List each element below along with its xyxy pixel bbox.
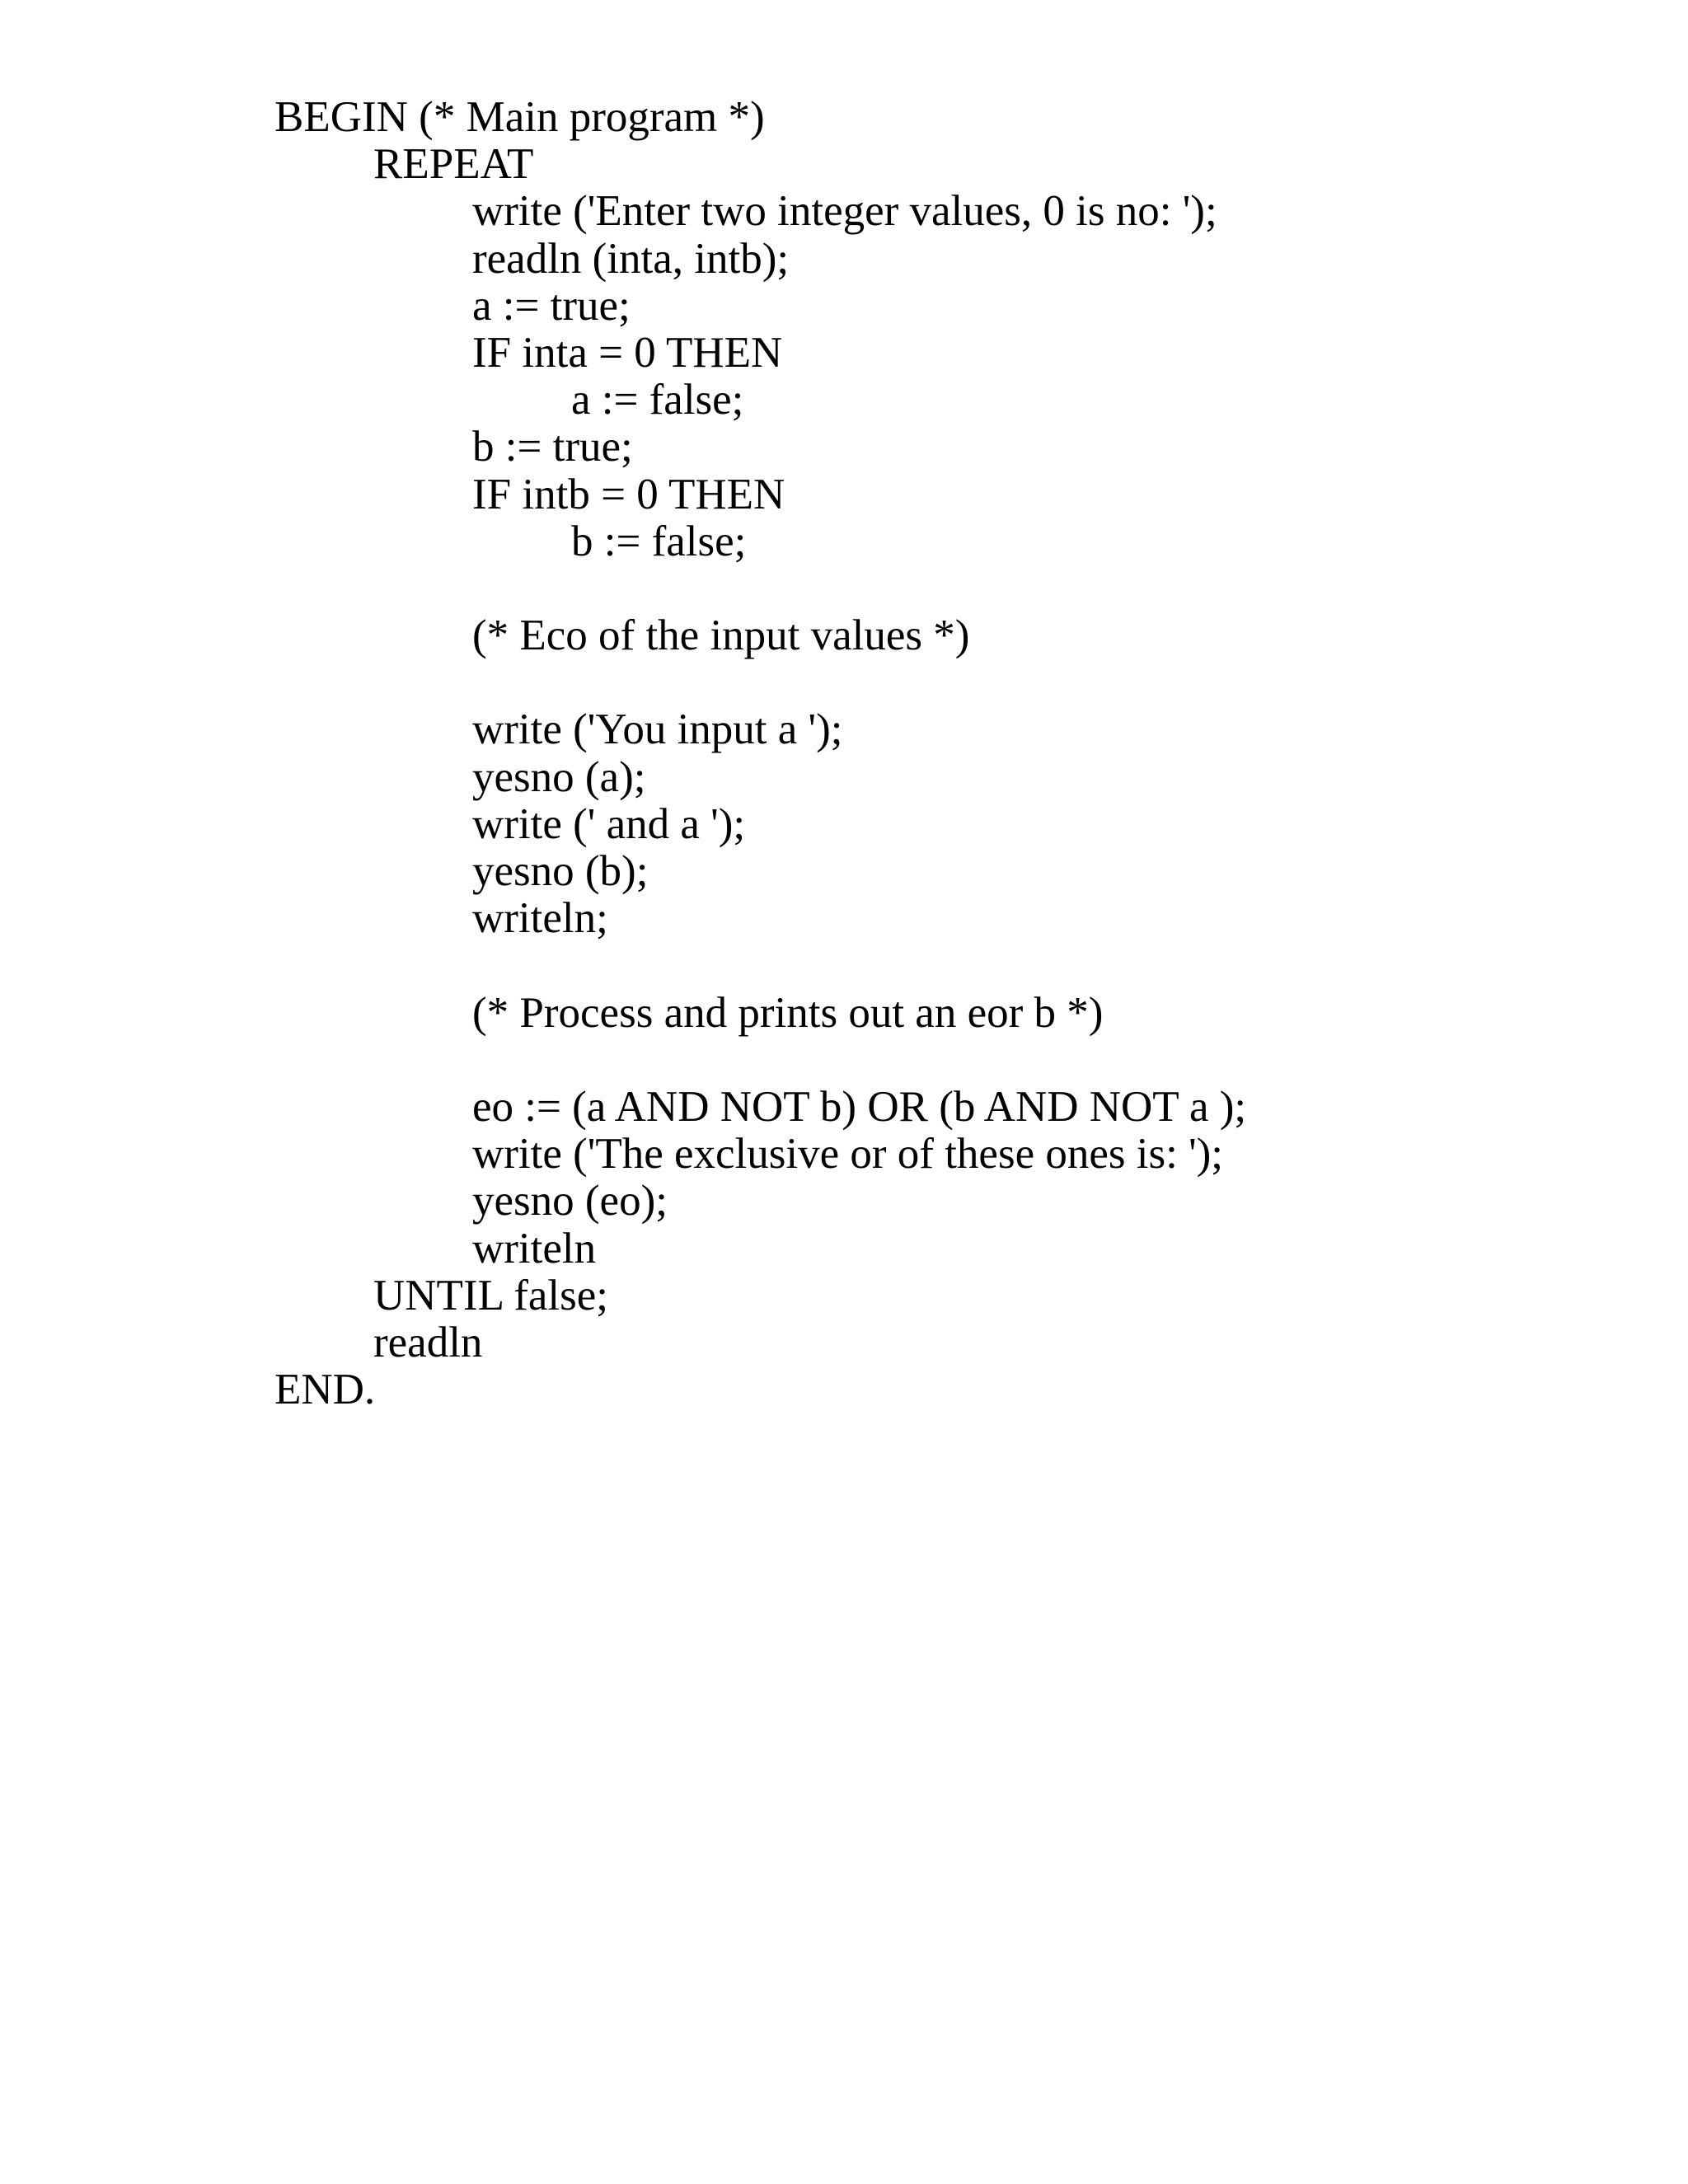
code-line: REPEAT — [373, 140, 534, 189]
code-line: a := true; — [472, 281, 631, 330]
code-line: BEGIN (* Main program *) — [274, 93, 765, 141]
code-line: b := true; — [472, 423, 633, 471]
blank-line — [274, 659, 1246, 706]
code-line: writeln; — [472, 894, 608, 943]
code-comment: (* Eco of the input values *) — [472, 612, 970, 660]
code-line: yesno (a); — [472, 752, 646, 801]
pascal-code-listing — [274, 94, 1246, 1413]
blank-line — [274, 565, 1246, 612]
code-line: writeln — [472, 1224, 597, 1272]
code-comment: (* Process and prints out an eor b *) — [472, 988, 1104, 1037]
code-line: write (' and a '); — [472, 799, 746, 848]
code-line: END. — [274, 1366, 376, 1414]
code-line: readln — [373, 1318, 483, 1366]
code-line: write ('You input a '); — [472, 705, 843, 754]
code-line: eo := (a AND NOT b) OR (b AND NOT a ); — [472, 1082, 1247, 1131]
code-line: b := false; — [571, 517, 747, 565]
blank-line — [274, 1037, 1246, 1084]
code-line: yesno (eo); — [472, 1177, 668, 1226]
code-line: IF inta = 0 THEN — [472, 328, 783, 377]
code-line: write ('Enter two integer values, 0 is no: '); — [472, 187, 1217, 236]
code-line: write ('The exclusive or of these ones is: '); — [472, 1130, 1223, 1179]
code-line: UNTIL false; — [373, 1271, 609, 1319]
code-line: IF intb = 0 THEN — [472, 470, 785, 518]
code-line: readln (inta, intb); — [472, 234, 790, 283]
code-line: a := false; — [571, 376, 744, 424]
blank-line — [274, 942, 1246, 989]
code-line: yesno (b); — [472, 847, 649, 895]
